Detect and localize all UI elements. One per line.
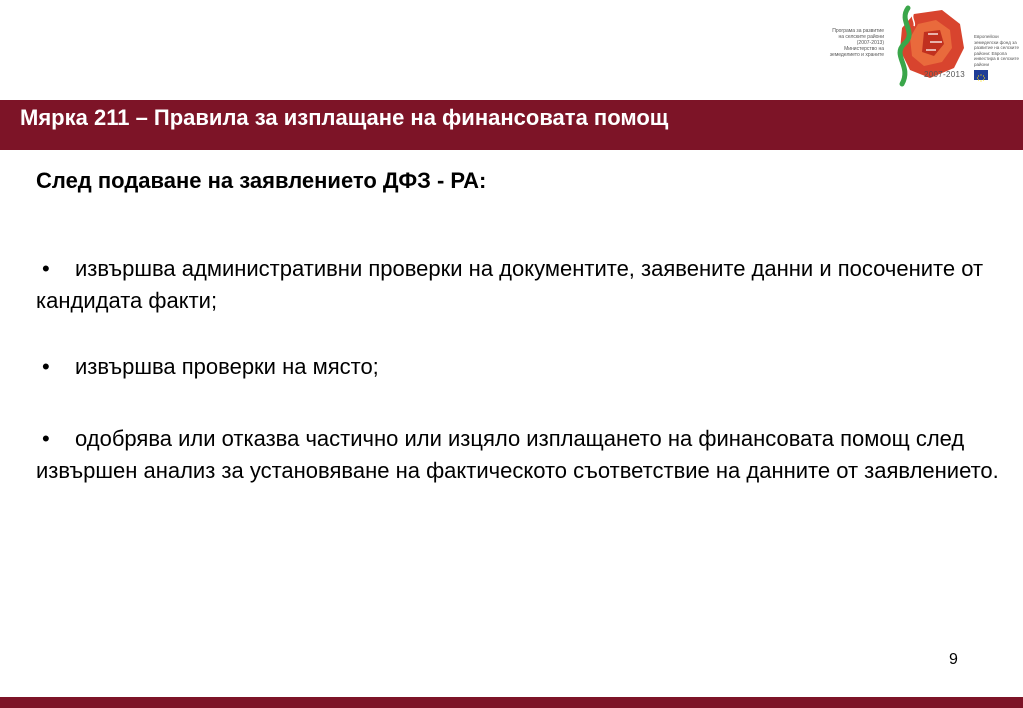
slide-title: Мярка 211 – Правила за изплащане на финансовата помощ	[20, 105, 669, 130]
eu-flag-icon	[974, 70, 988, 80]
program-logo	[828, 4, 1020, 88]
bullet-icon: •	[42, 354, 50, 379]
bullet-item	[36, 253, 1021, 317]
logo-text-right: Европейски земеделски фонд за развитие на селските райони: Европа инвестира в селските райони	[974, 34, 1020, 67]
bullet-icon: •	[42, 256, 50, 281]
page-number: 9	[949, 651, 958, 668]
logo-years: 2007-2013	[924, 70, 965, 79]
bullet-icon: •	[42, 426, 50, 451]
footer-bar	[0, 697, 1023, 708]
title-bar	[0, 100, 1023, 150]
bullet-text: извършва проверки на място;	[75, 354, 379, 379]
content-heading: След подаване на заявлението ДФЗ - РА:	[36, 168, 487, 193]
logo-text-left: Програма за развитие на селските райони (2007-2013) Министерство на земеделието и храните	[829, 28, 884, 58]
bullet-item	[36, 351, 1021, 383]
bullet-item	[36, 423, 1021, 487]
slide-content	[36, 165, 1021, 487]
bullet-text: извършва административни проверки на документите, заявените данни и посочените от кандидата факти;	[36, 256, 984, 313]
bullet-text: одобрява или отказва частично или изцяло изплащането на финансовата помощ след извършен анализ за установяване на фактическото съответствие на данните от заявлението.	[36, 426, 999, 483]
